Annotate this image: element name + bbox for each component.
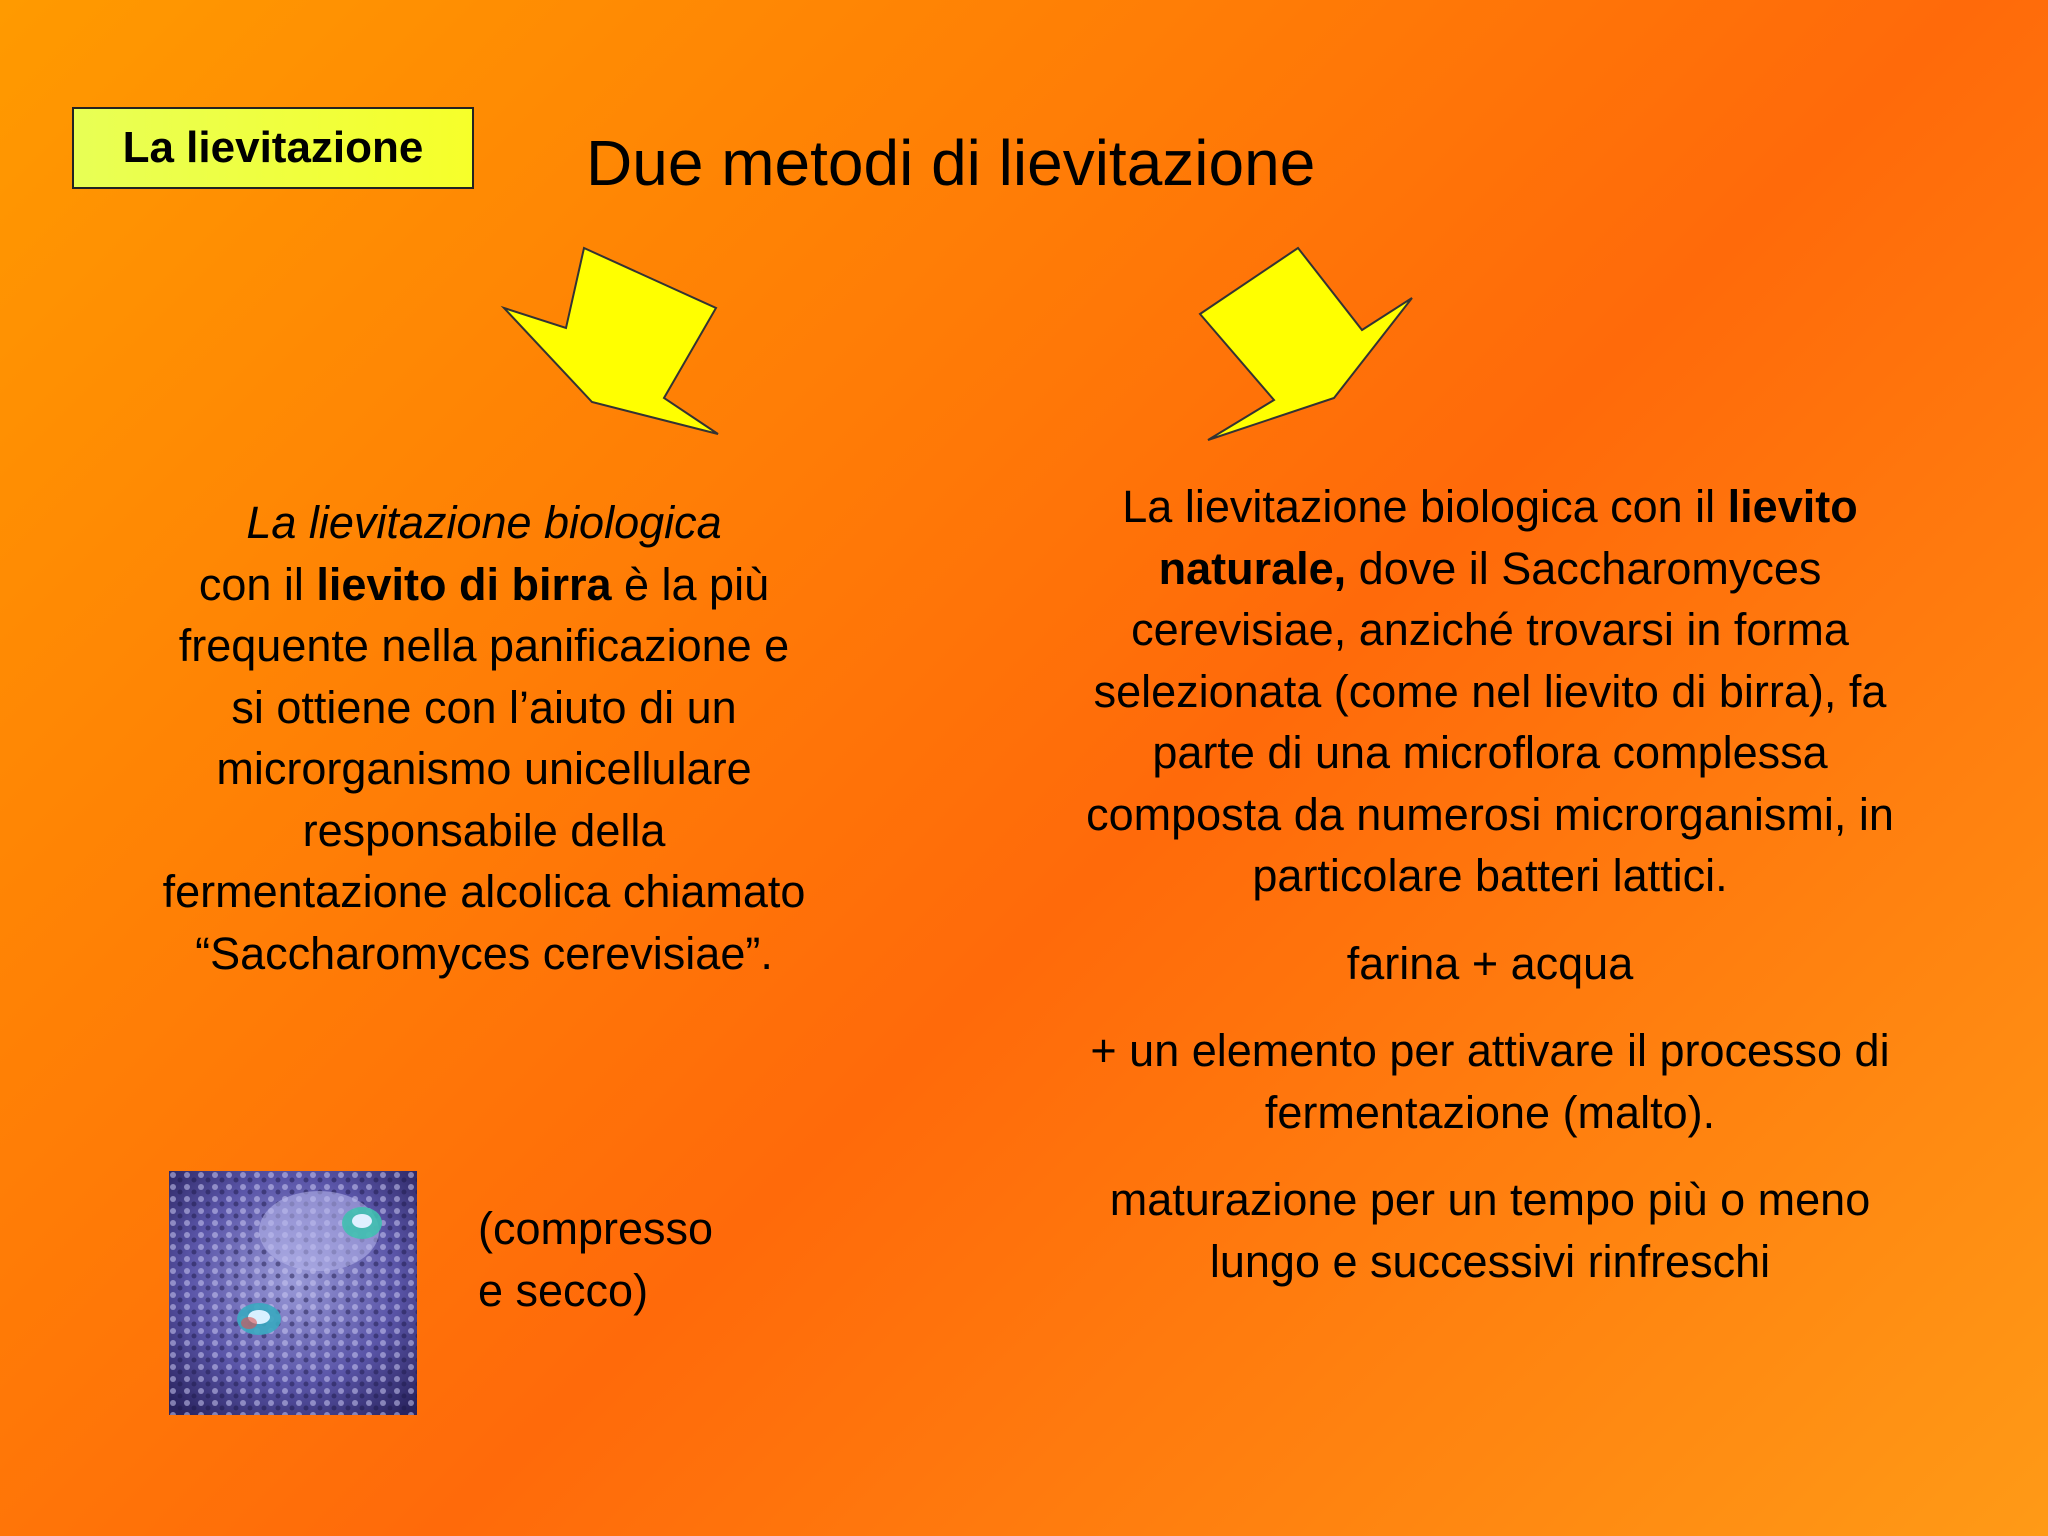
arrow-down-right-icon xyxy=(496,244,726,438)
left-intro-italic: La lievitazione biologica xyxy=(246,497,722,548)
right-paragraph xyxy=(1070,476,1910,907)
yeast-type-note xyxy=(478,1198,713,1321)
right-line-maturation: maturazione per un tempo più o meno lungo e successivi rinfreschi xyxy=(1109,1174,1871,1287)
right-bold-natural: lievito naturale, xyxy=(1158,481,1858,594)
note-line-2: e secco) xyxy=(478,1264,649,1316)
right-line-flour-water: farina + acqua xyxy=(1346,937,1634,989)
left-column xyxy=(160,492,808,984)
right-text-1: La lievitazione biologica con il xyxy=(1122,481,1728,532)
left-paragraph xyxy=(160,492,808,984)
yeast-photo xyxy=(169,1171,417,1415)
right-text-2: dove il Saccharomyces cerevisiae, anziché trovarsi in forma selezionata (come nel lievito di birra), fa parte di una microflora complessa composta da numerosi microrganismi, in particolare batteri lattici. xyxy=(1086,542,1894,901)
right-line-activator: + un elemento per attivare il processo di fermentazione (malto). xyxy=(1090,1025,1890,1138)
arrow-down-left-icon xyxy=(1196,244,1416,444)
left-bold-yeast: lievito di birra xyxy=(316,558,612,610)
section-tag: La lievitazione xyxy=(72,107,474,189)
slide-title: Due metodi di lievitazione xyxy=(586,127,1316,199)
left-text-1: con il xyxy=(198,558,317,610)
right-column xyxy=(1070,476,1910,1292)
note-line-1: (compresso xyxy=(478,1203,714,1254)
left-text-2: è la più frequente nella panificazione e si ottiene con l’aiuto di un microrganismo unicellulare responsabile della fermentazione alcolica chiamato “Saccharomyces cerevisiae”. xyxy=(162,558,806,979)
